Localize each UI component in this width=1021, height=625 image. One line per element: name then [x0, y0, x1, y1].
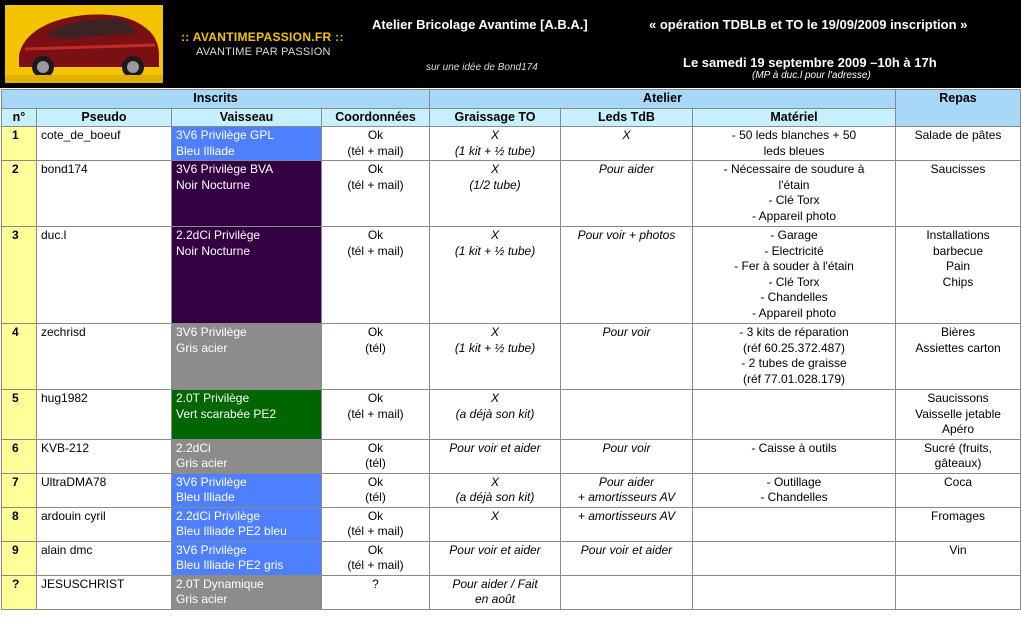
materiel-cell-line: (réf 77.01.028.179) — [742, 371, 846, 386]
pseudo-cell: zechrisd — [37, 324, 172, 390]
vaisseau-cell-line: 2.0T Dynamique — [176, 576, 264, 591]
col-coord: Coordonnées — [322, 108, 430, 127]
materiel-cell — [693, 227, 896, 324]
repas-cell — [896, 575, 1021, 609]
repas-cell — [896, 390, 1021, 440]
coord-cell-line: (tél + mail) — [347, 524, 404, 538]
row-number: 8 — [2, 507, 37, 541]
group-inscrits: Inscrits — [2, 90, 430, 109]
table-row — [2, 227, 1021, 324]
repas-cell-line: Chips — [942, 274, 974, 289]
repas-cell-line: Saucissons — [927, 391, 989, 405]
materiel-cell — [693, 324, 896, 390]
pseudo-cell: hug1982 — [37, 390, 172, 440]
vaisseau-cell-line: 2.0T Privilège — [176, 391, 250, 405]
materiel-cell-line: - Clé Torx — [768, 193, 820, 207]
row-number: 6 — [2, 439, 37, 473]
coord-cell-line: (tél + mail) — [347, 143, 404, 158]
event-title: Atelier Bricolage Avantime [A.B.A.] — [372, 17, 588, 32]
materiel-cell-line: (réf 60.25.372.487) — [742, 340, 846, 355]
graissage-cell-line: (1/2 tube) — [469, 177, 521, 192]
repas-cell-line: Fromages — [930, 508, 986, 523]
graissage-cell-line: Pour aider / Fait — [452, 576, 538, 591]
repas-cell-line: Vin — [949, 542, 967, 557]
column-header-row — [2, 108, 1021, 127]
vaisseau-cell — [172, 473, 322, 507]
col-pseudo: Pseudo — [37, 108, 172, 127]
table-row — [2, 507, 1021, 541]
pseudo-cell: bond174 — [37, 161, 172, 227]
repas-cell-line: Assiettes carton — [915, 340, 1001, 355]
vaisseau-cell-line: 2.2dCi — [176, 440, 211, 455]
materiel-cell — [693, 575, 896, 609]
graissage-cell-line: X — [490, 391, 499, 405]
materiel-cell-line: l'étain — [778, 177, 810, 192]
graissage-cell-line: Pour voir et aider — [449, 440, 541, 455]
coord-cell-line: ? — [372, 576, 379, 591]
vaisseau-cell — [172, 575, 322, 609]
graissage-cell-line: (1 kit + ½ tube) — [454, 243, 536, 258]
vaisseau-cell-line: 3V6 Privilège — [176, 325, 247, 339]
coord-cell — [322, 473, 430, 507]
repas-cell — [896, 227, 1021, 324]
coord-cell-line: Ok — [367, 474, 384, 489]
vaisseau-cell-line: Noir Nocturne — [176, 243, 251, 258]
row-number: 2 — [2, 161, 37, 227]
leds-cell — [561, 575, 693, 609]
col-vaisseau: Vaisseau — [172, 108, 322, 127]
graissage-cell-line: X — [490, 325, 499, 339]
materiel-cell-line: - 50 leds blanches + 50 — [731, 128, 857, 142]
vaisseau-cell-line: Gris acier — [176, 456, 228, 470]
materiel-cell-line: - Garage — [770, 228, 818, 242]
graissage-cell-line: X — [490, 228, 499, 242]
col-materiel: Matériel — [693, 108, 896, 127]
table-row — [2, 541, 1021, 575]
graissage-cell-line: (a déjà son kit) — [455, 406, 535, 421]
graissage-cell — [430, 390, 561, 440]
vaisseau-cell-line: Gris acier — [176, 592, 228, 606]
graissage-cell — [430, 541, 561, 575]
materiel-cell-line: - Appareil photo — [751, 305, 837, 320]
vaisseau-cell-line: 2.2dCi Privilège — [176, 508, 261, 523]
table-row — [2, 473, 1021, 507]
vaisseau-cell — [172, 507, 322, 541]
row-number: 7 — [2, 473, 37, 507]
materiel-cell — [693, 127, 896, 161]
pseudo-cell: JESUSCHRIST — [37, 575, 172, 609]
table-row — [2, 575, 1021, 609]
vaisseau-cell-line: Noir Nocturne — [176, 177, 251, 192]
vaisseau-cell — [172, 390, 322, 440]
graissage-cell-line: X — [490, 474, 499, 489]
leds-cell — [561, 324, 693, 390]
row-number: ? — [2, 575, 37, 609]
group-header-row — [2, 90, 1021, 109]
materiel-cell-line: - Fer à souder à l'étain — [734, 259, 854, 273]
graissage-cell — [430, 127, 561, 161]
materiel-cell-line: - Chandelles — [760, 290, 828, 304]
materiel-cell-line: - Caisse à outils — [751, 440, 837, 455]
leds-cell — [561, 161, 693, 227]
site-slogan: AVANTIME PAR PASSION — [196, 46, 331, 58]
materiel-cell-line: - 2 tubes de graisse — [741, 356, 847, 370]
repas-cell — [896, 324, 1021, 390]
vaisseau-cell — [172, 439, 322, 473]
coord-cell-line: (tél) — [365, 490, 386, 504]
coord-cell-line: (tél + mail) — [347, 243, 404, 258]
graissage-cell-line: en août — [474, 592, 516, 606]
graissage-cell — [430, 324, 561, 390]
coord-cell-line: (tél) — [365, 456, 386, 470]
pseudo-cell: alain dmc — [37, 541, 172, 575]
row-number: 5 — [2, 390, 37, 440]
materiel-cell-line: leds bleues — [763, 143, 825, 158]
coord-cell-line: Ok — [367, 162, 384, 176]
vaisseau-cell — [172, 541, 322, 575]
registration-table — [1, 89, 1021, 610]
coord-cell — [322, 507, 430, 541]
vaisseau-cell-line: Bleu Illiade PE2 gris — [176, 558, 284, 572]
coord-cell-line: Ok — [367, 228, 384, 242]
idea-credit: sur une idée de Bond174 — [426, 62, 538, 73]
pseudo-cell: ardouin cyril — [37, 507, 172, 541]
leds-cell — [561, 541, 693, 575]
graissage-cell-line: (a déjà son kit) — [455, 490, 535, 504]
materiel-cell — [693, 161, 896, 227]
table-row — [2, 161, 1021, 227]
graissage-cell-line: Pour voir et aider — [449, 542, 541, 557]
leds-cell-line: + amortisseurs AV — [577, 490, 676, 504]
coord-cell-line: Ok — [367, 508, 384, 523]
logo-car-image — [5, 5, 163, 83]
coord-cell — [322, 161, 430, 227]
repas-cell-line: Bières — [940, 325, 975, 339]
coord-cell-line: (tél) — [365, 340, 386, 355]
repas-cell-line: Salade de pâtes — [914, 128, 1002, 142]
leds-cell-line: Pour voir — [602, 440, 651, 455]
repas-cell-line: Coca — [943, 474, 972, 489]
coord-cell — [322, 324, 430, 390]
coord-cell — [322, 127, 430, 161]
pseudo-cell: duc.l — [37, 227, 172, 324]
coord-cell-line: Ok — [367, 440, 384, 455]
leds-cell — [561, 473, 693, 507]
pseudo-cell: cote_de_boeuf — [37, 127, 172, 161]
leds-cell-line: X — [622, 128, 631, 142]
repas-cell-line: Saucisses — [930, 162, 986, 176]
materiel-cell-line: - Nécessaire de soudure à — [723, 162, 865, 176]
coord-cell-line: (tél + mail) — [347, 558, 404, 572]
repas-cell-line: Pain — [945, 259, 971, 273]
leds-cell — [561, 127, 693, 161]
pseudo-cell: UltraDMA78 — [37, 473, 172, 507]
graissage-cell-line: (1 kit + ½ tube) — [454, 340, 536, 355]
repas-cell-line: Vaisselle jetable — [915, 406, 1001, 421]
vaisseau-cell-line: 3V6 Privilège GPL — [176, 128, 275, 142]
operation-title: « opération TDBLB et TO le 19/09/2009 inscription » — [649, 17, 968, 32]
materiel-cell-line: - Chandelles — [760, 490, 828, 504]
coord-cell — [322, 390, 430, 440]
leds-cell-line: + amortisseurs AV — [577, 508, 676, 523]
col-leds: Leds TdB — [561, 108, 693, 127]
materiel-cell-line: - Clé Torx — [768, 274, 820, 289]
pseudo-cell: KVB-212 — [37, 439, 172, 473]
vaisseau-cell-line: 3V6 Privilège BVA — [176, 162, 274, 176]
leds-cell — [561, 507, 693, 541]
graissage-cell-line: (1 kit + ½ tube) — [454, 143, 536, 158]
graissage-cell — [430, 575, 561, 609]
repas-cell-line: Sucré (fruits, — [923, 440, 992, 455]
coord-cell-line: Ok — [367, 325, 384, 339]
coord-cell — [322, 575, 430, 609]
materiel-cell-line: - Outillage — [766, 474, 822, 489]
repas-cell — [896, 541, 1021, 575]
graissage-cell-line: X — [490, 162, 499, 176]
repas-cell-line: gâteaux) — [934, 456, 982, 470]
vaisseau-cell-line: Gris acier — [176, 340, 228, 355]
materiel-cell — [693, 507, 896, 541]
vaisseau-cell-line: Vert scarabée PE2 — [176, 406, 277, 421]
leds-cell-line: Pour voir + photos — [577, 228, 676, 242]
vaisseau-cell — [172, 161, 322, 227]
vaisseau-cell-line: Bleu Illiade — [176, 143, 235, 158]
page-header — [0, 0, 1021, 88]
graissage-cell — [430, 161, 561, 227]
leds-cell — [561, 439, 693, 473]
vaisseau-cell — [172, 127, 322, 161]
materiel-cell — [693, 439, 896, 473]
coord-cell-line: (tél + mail) — [347, 406, 404, 421]
coord-cell — [322, 227, 430, 324]
table-row — [2, 127, 1021, 161]
event-date: Le samedi 19 septembre 2009 –10h à 17h — [683, 55, 937, 70]
graissage-cell — [430, 507, 561, 541]
group-repas: Repas — [896, 90, 1021, 127]
vaisseau-cell-line: Bleu Illiade — [176, 490, 235, 504]
materiel-cell-line: - Electricité — [764, 243, 824, 258]
table-row — [2, 439, 1021, 473]
coord-cell — [322, 439, 430, 473]
coord-cell-line: Ok — [367, 128, 384, 142]
vaisseau-cell — [172, 227, 322, 324]
graissage-cell — [430, 227, 561, 324]
materiel-cell-line: - 3 kits de réparation — [739, 325, 849, 339]
materiel-cell — [693, 541, 896, 575]
repas-cell-line: barbecue — [932, 243, 984, 258]
materiel-cell — [693, 390, 896, 440]
coord-cell-line: (tél + mail) — [347, 177, 404, 192]
repas-cell-line: Apéro — [941, 422, 975, 436]
vaisseau-cell-line: 3V6 Privilège — [176, 542, 247, 557]
leds-cell-line: Pour voir — [602, 325, 651, 339]
row-number: 3 — [2, 227, 37, 324]
table-body — [2, 127, 1021, 610]
graissage-cell-line: X — [490, 128, 499, 142]
row-number: 9 — [2, 541, 37, 575]
table-row — [2, 390, 1021, 440]
leds-cell-line: Pour voir et aider — [580, 542, 673, 557]
vaisseau-cell-line: Bleu Illiade PE2 bleu — [176, 524, 287, 538]
leds-cell-line: Pour aider — [598, 474, 655, 489]
group-atelier: Atelier — [430, 90, 896, 109]
vaisseau-cell-line: 2.2dCi Privilège — [176, 228, 261, 242]
leds-cell — [561, 390, 693, 440]
col-graissage: Graissage TO — [430, 108, 561, 127]
graissage-cell-line: X — [490, 508, 499, 523]
address-note: (MP à duc.l pour l'adresse) — [752, 70, 871, 81]
coord-cell — [322, 541, 430, 575]
table-row — [2, 324, 1021, 390]
repas-cell — [896, 127, 1021, 161]
repas-cell — [896, 473, 1021, 507]
repas-cell — [896, 507, 1021, 541]
site-name: :: AVANTIMEPASSION.FR :: — [181, 30, 344, 44]
row-number: 4 — [2, 324, 37, 390]
leds-cell-line: Pour aider — [598, 162, 655, 176]
repas-cell — [896, 439, 1021, 473]
vaisseau-cell — [172, 324, 322, 390]
coord-cell-line: Ok — [367, 542, 384, 557]
repas-cell-line: Installations — [926, 228, 990, 242]
materiel-cell-line: - Appareil photo — [751, 208, 837, 223]
col-num: n° — [2, 108, 37, 127]
graissage-cell — [430, 439, 561, 473]
graissage-cell — [430, 473, 561, 507]
vaisseau-cell-line: 3V6 Privilège — [176, 474, 247, 489]
coord-cell-line: Ok — [367, 391, 384, 405]
leds-cell — [561, 227, 693, 324]
materiel-cell — [693, 473, 896, 507]
repas-cell — [896, 161, 1021, 227]
row-number: 1 — [2, 127, 37, 161]
